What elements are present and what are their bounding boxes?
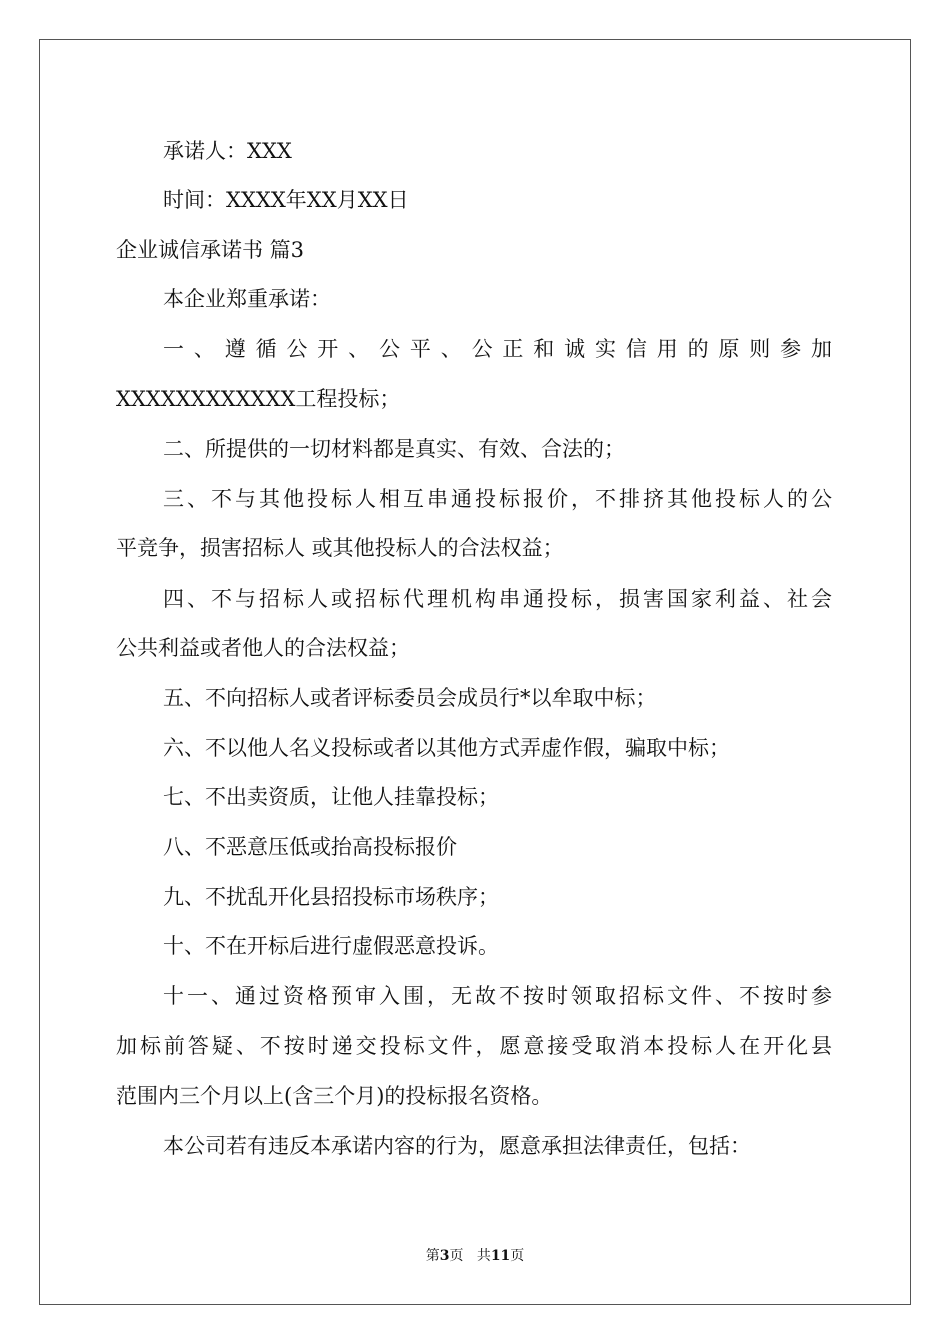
item-6-line: 六、不以他人名义投标或者以其他方式弄虚作假，骗取中标； (163, 736, 730, 760)
item-10-line: 十、不在开标后进行虚假恶意投诉。 (163, 934, 499, 958)
item-3-line-2: 平竞争，损害招标人 或其他投标人的合法权益； (116, 536, 564, 560)
item-1-line-1: 一、遵循公开、公平、公正和诚实信用的原则参加 (163, 337, 832, 361)
total-suffix: 页 (510, 1248, 525, 1264)
page-prefix: 第 (425, 1248, 440, 1264)
date-line: 时间：XXXX年XX月XX日 (163, 188, 409, 212)
signer-line: 承诺人：XXX (163, 139, 292, 163)
item-9-line: 九、不扰乱开化县招投标市场秩序； (163, 885, 499, 909)
page-suffix: 页 (449, 1248, 464, 1264)
item-7-line: 七、不出卖资质，让他人挂靠投标； (163, 785, 499, 809)
total-prefix: 共 (476, 1248, 491, 1264)
item-4-line-2: 公共利益或者他人的合法权益； (116, 636, 410, 660)
current-page-number: 3 (439, 1248, 450, 1264)
page-border (39, 39, 911, 1305)
item-2-line: 二、所提供的一切材料都是真实、有效、合法的； (163, 437, 625, 461)
total-page-count: 11 (490, 1248, 511, 1264)
section-heading: 企业诚信承诺书 篇3 (116, 238, 305, 262)
item-11-line-1: 十一、通过资格预审入围，无故不按时领取招标文件、不按时参 (163, 984, 832, 1008)
item-5-line: 五、不向招标人或者评标委员会成员行*以牟取中标； (163, 686, 657, 710)
item-4-line-1: 四、不与招标人或招标代理机构串通投标，损害国家利益、社会 (163, 587, 832, 611)
page-footer (0, 1246, 950, 1266)
item-1-line-2: XXXXXXXXXXXX工程投标； (116, 387, 401, 411)
intro-line: 本企业郑重承诺： (163, 287, 331, 311)
item-11-line-2: 加标前答疑、不按时递交投标文件，愿意接受取消本投标人在开化县 (116, 1034, 832, 1058)
item-8-line: 八、不恶意压低或抬高投标报价 (163, 835, 457, 859)
item-11-line-3: 范围内三个月以上(含三个月)的投标报名资格。 (116, 1084, 553, 1108)
item-3-line-1: 三、不与其他投标人相互串通投标报价，不排挤其他投标人的公 (163, 487, 832, 511)
closing-line: 本公司若有违反本承诺内容的行为，愿意承担法律责任，包括： (163, 1134, 751, 1158)
